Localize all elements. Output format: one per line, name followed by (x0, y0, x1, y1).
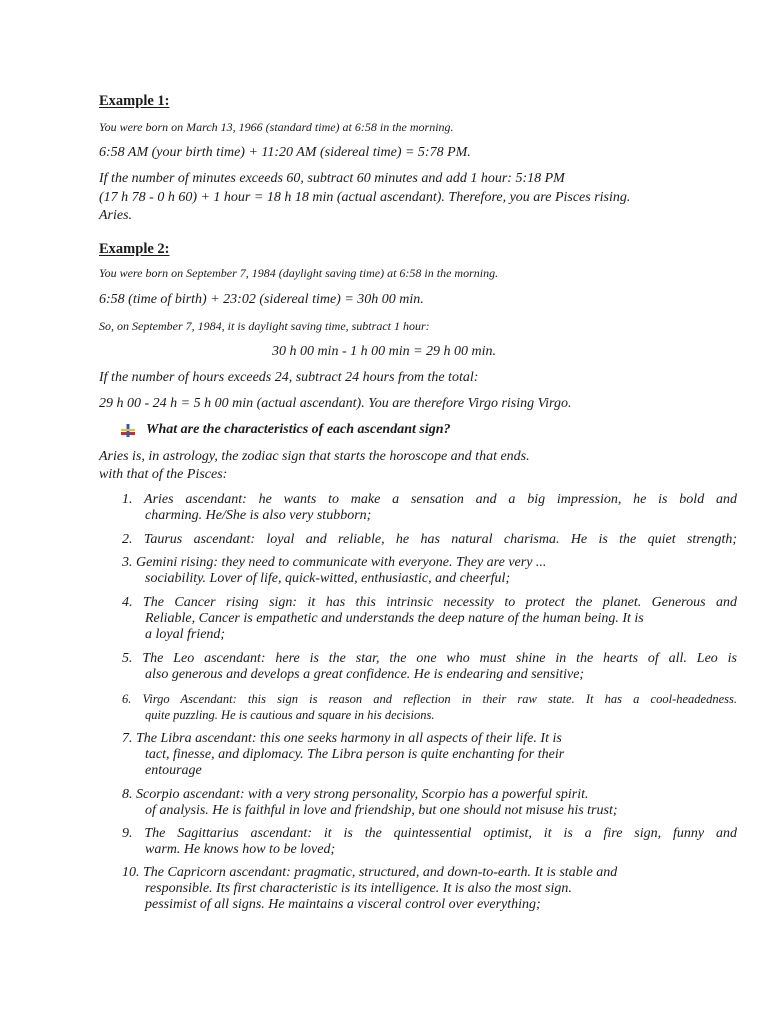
list-item (122, 865, 737, 913)
list-item-first-line: 10. The Capricorn ascendant: pragmatic, structured, and down-to-earth. It is stable and (122, 865, 618, 880)
section-intro-line-2: with that of the Pisces: (99, 467, 228, 482)
list-item-continuation: sociability. Lover of life, quick-witted, enthusiastic, and cheerful; (145, 571, 511, 586)
list-item (122, 826, 737, 858)
list-item (122, 555, 737, 587)
list-item-continuation: responsible. Its first characteristic is its intelligence. It is also the most sign. (145, 881, 572, 896)
list-item-continuation: entourage (145, 763, 202, 778)
list-item-continuation: warm. He knows how to be loved; (145, 842, 336, 857)
list-item-first-line: 7. The Libra ascendant: this one seeks harmony in all aspects of their life. It is (122, 731, 562, 746)
list-item-first-line: 5. The Leo ascendant: here is the star, the one who must shine in the hearts of all. Leo is (122, 651, 737, 666)
list-item-continuation: of analysis. He is faithful in love and friendship, but one should not misuse his trust; (145, 803, 618, 818)
example-1-calc: (17 h 78 - 0 h 60) + 1 hour = 18 h 18 min (actual ascendant). Therefore, you are Pisces rising. (99, 190, 631, 205)
example-1-rule: If the number of minutes exceeds 60, subtract 60 minutes and add 1 hour: 5:18 PM (99, 171, 565, 186)
list-item-first-line: 3. Gemini rising: they need to communicate with everyone. They are very ... (122, 555, 547, 570)
list-item-first-line: 4. The Cancer rising sign: it has this intrinsic necessity to protect the planet. Generous and (122, 595, 737, 610)
list-item-continuation: Reliable, Cancer is empathetic and understands the deep nature of the human being. It is (145, 611, 644, 626)
list-item-continuation: pessimist of all signs. He maintains a visceral control over everything; (145, 897, 541, 912)
list-item-first-line: 2. Taurus ascendant: loyal and reliable, he has natural charisma. He is the quiet strength; (122, 532, 737, 547)
section-intro-line-1: Aries is, in astrology, the zodiac sign that starts the horoscope and that ends. (99, 449, 530, 464)
example-1-equation: 6:58 AM (your birth time) + 11:20 AM (sidereal time) = 5:78 PM. (99, 145, 471, 160)
list-item (122, 595, 737, 643)
plus-bullet-icon (120, 422, 136, 438)
example-1-intro: You were born on March 13, 1966 (standard time) at 6:58 in the morning. (99, 120, 454, 134)
list-item (122, 532, 737, 548)
example-2-result: 29 h 00 - 24 h = 5 h 00 min (actual ascendant). You are therefore Virgo rising Virgo. (99, 396, 572, 411)
list-item-continuation: charming. He/She is also very stubborn; (145, 508, 372, 523)
example-2-dst-note: So, on September 7, 1984, it is daylight saving time, subtract 1 hour: (99, 319, 430, 333)
list-item-continuation: tact, finesse, and diplomacy. The Libra person is quite enchanting for their (145, 747, 565, 762)
example-2-subtraction: 30 h 00 min - 1 h 00 min = 29 h 00 min. (271, 344, 497, 359)
list-item-continuation: quite puzzling. He is cautious and square in his decisions. (145, 708, 435, 722)
section-heading: What are the characteristics of each ascendant sign? (146, 422, 451, 437)
list-item (122, 787, 737, 819)
example-1-title: Example 1: (99, 93, 170, 109)
list-item-continuation: also generous and develops a great confidence. He is endearing and sensitive; (145, 667, 585, 682)
list-item-first-line: 6. Virgo Ascendant: this sign is reason and reflection in their raw state. It has a cool-headedness. (122, 692, 737, 706)
example-1-sign: Aries. (99, 208, 133, 223)
example-2-equation: 6:58 (time of birth) + 23:02 (sidereal time) = 30h 00 min. (99, 292, 424, 307)
list-item-first-line: 9. The Sagittarius ascendant: it is the quintessential optimist, it is a fire sign, funny and (122, 826, 737, 841)
list-item (122, 691, 737, 723)
list-item-first-line: 1. Aries ascendant: he wants to make a sensation and a big impression, he is bold and (122, 492, 737, 507)
example-2-intro: You were born on September 7, 1984 (daylight saving time) at 6:58 in the morning. (99, 266, 499, 280)
list-item-continuation: a loyal friend; (145, 627, 226, 642)
example-2-title: Example 2: (99, 241, 170, 257)
list-item-first-line: 8. Scorpio ascendant: with a very strong personality, Scorpio has a powerful spirit. (122, 787, 589, 802)
list-item (122, 651, 737, 683)
section-heading-row (120, 422, 451, 438)
example-2-rule: If the number of hours exceeds 24, subtract 24 hours from the total: (99, 370, 479, 385)
list-item (122, 492, 737, 524)
list-item (122, 731, 737, 779)
